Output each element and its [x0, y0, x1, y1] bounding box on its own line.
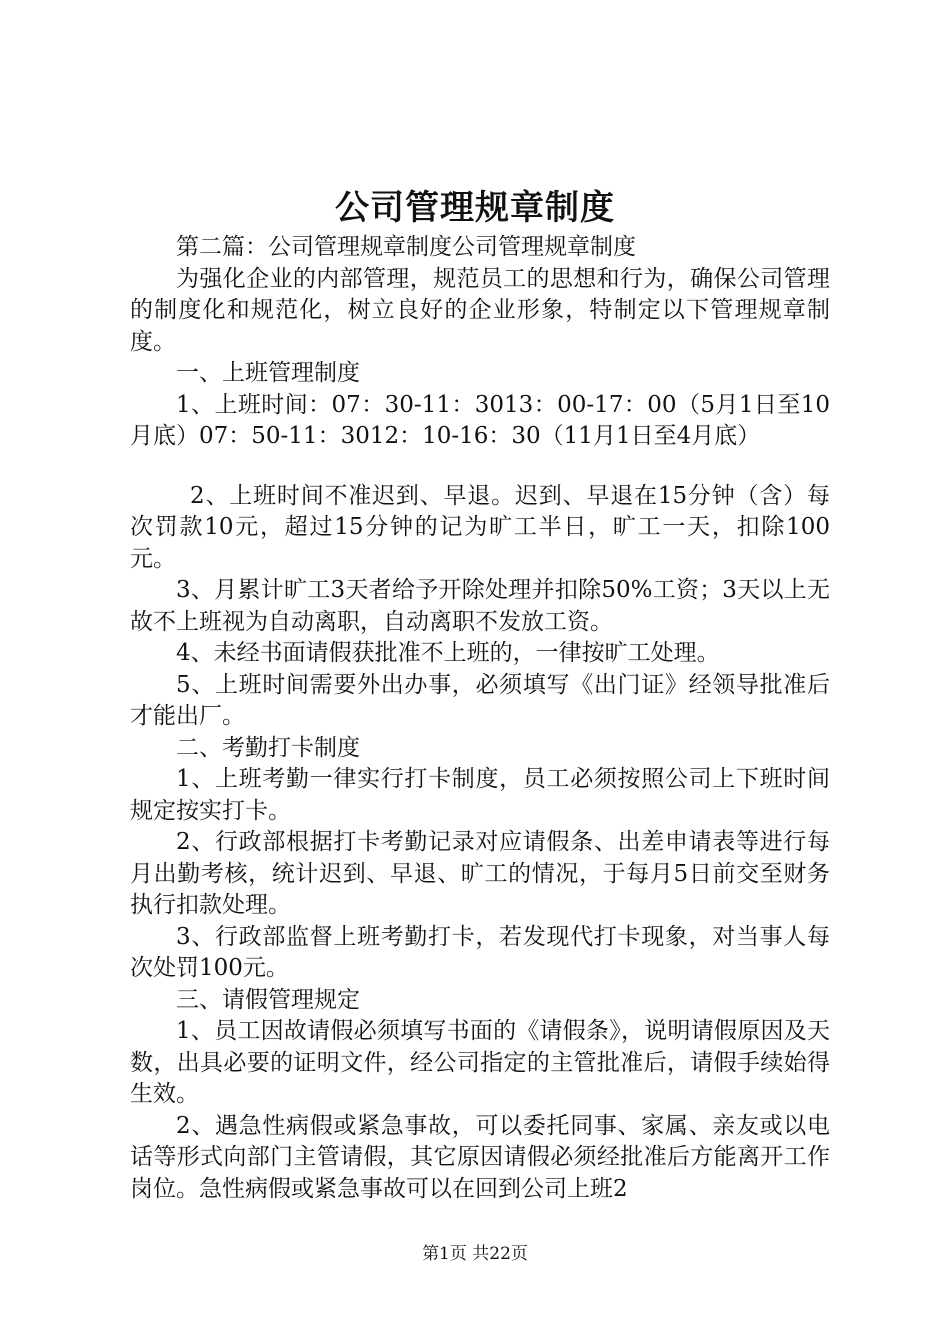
- paragraph-work-time: 1、上班时间：07：30-11：3013：00-17：00（5月1日至10月底）07：50-11：3012：10-16：30（11月1日至4月底）: [130, 391, 830, 449]
- paragraph-proxy-punch: 3、行政部监督上班考勤打卡，若发现代打卡现象，对当事人每次处罚100元。: [130, 923, 830, 981]
- paragraph-attendance-review: 2、行政部根据打卡考勤记录对应请假条、出差申请表等进行每月出勤考核，统计迟到、早退、旷工的情况，于每月5日前交至财务执行扣款处理。: [130, 829, 830, 918]
- section-heading-work-hours: 一、上班管理制度: [176, 360, 360, 386]
- section-heading-attendance: 二、考勤打卡制度: [176, 734, 360, 761]
- paragraph-late-early: 2、上班时间不准迟到、早退。迟到、早退在15分钟（含）每次罚款10元，超过15分钟的记为旷工半日，旷工一天，扣除100元。: [130, 482, 830, 572]
- document-body: [130, 232, 830, 1205]
- section-heading-leave: 三、请假管理规定: [176, 986, 360, 1013]
- paragraph-unapproved-leave: 4、未经书面请假获批准不上班的，一律按旷工处理。: [176, 640, 720, 666]
- blank-line: [130, 453, 830, 481]
- document-title: 公司管理规章制度: [335, 188, 615, 228]
- page-number-footer: 第1页 共22页: [422, 1244, 528, 1264]
- paragraph-intro: 为强化企业的内部管理，规范员工的思想和行为，确保公司管理的制度化和规范化，树立良好的企业形象，特制定以下管理规章制度。: [130, 265, 830, 355]
- paragraph-absence-dismissal: 3、月累计旷工3天者给予开除处理并扣除50%工资；3天以上无故不上班视为自动离职，自动离职不发放工资。: [130, 577, 830, 635]
- paragraph-exit-pass: 5、上班时间需要外出办事，必须填写《出门证》经领导批准后才能出厂。: [130, 671, 830, 729]
- paragraph-chapter-heading: 第二篇：公司管理规章制度公司管理规章制度: [176, 234, 636, 260]
- paragraph-clock-in: 1、上班考勤一律实行打卡制度，员工必须按照公司上下班时间规定按实打卡。: [130, 766, 830, 824]
- paragraph-leave-request: 1、员工因故请假必须填写书面的《请假条》，说明请假原因及天数，出具必要的证明文件，经公司指定的主管批准后，请假手续始得生效。: [130, 1018, 830, 1107]
- paragraph-emergency-leave: 2、遇急性病假或紧急事故，可以委托同事、家属、亲友或以电话等形式向部门主管请假，其它原因请假必须经批准后方能离开工作岗位。急性病假或紧急事故可以在回到公司上班2: [130, 1112, 830, 1202]
